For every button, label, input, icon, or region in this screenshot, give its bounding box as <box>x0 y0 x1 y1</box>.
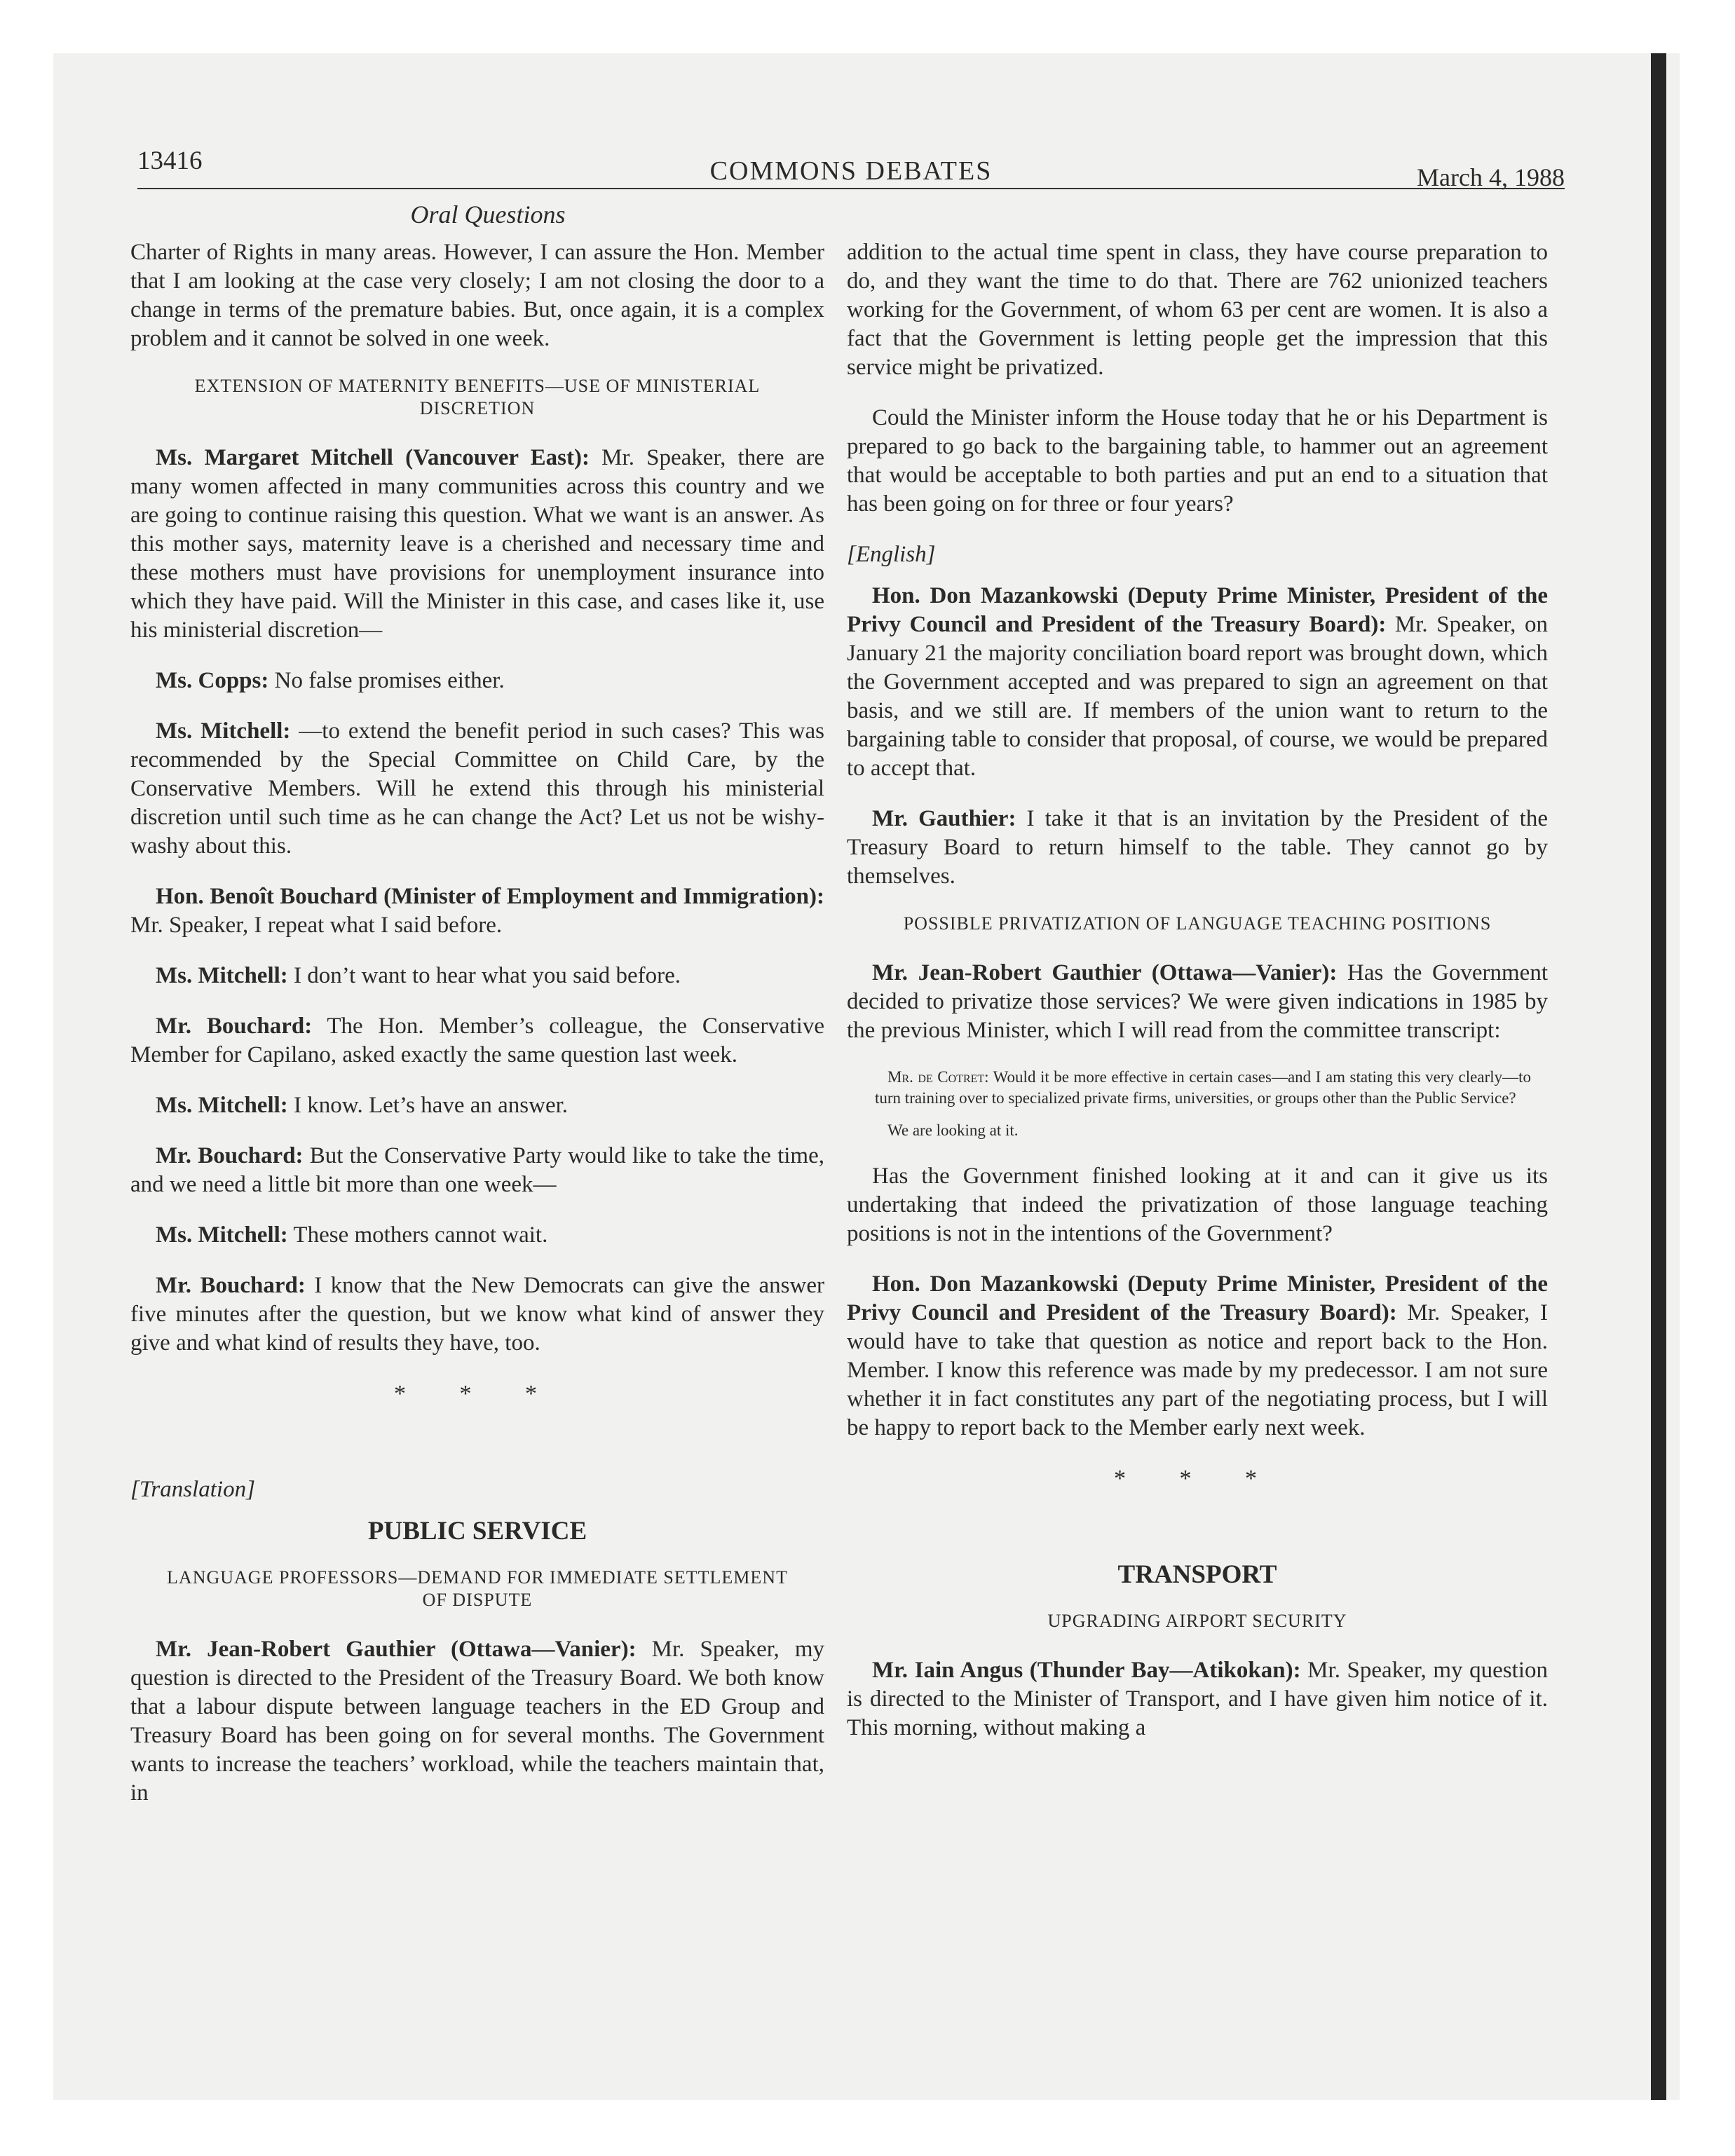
section-heading: PUBLIC SERVICE <box>367 1517 587 1546</box>
quote-text: Would it be more effective in certain cases—and I am stating this very clearly—to turn training over to specialized private firms, universities, or groups other than the Public Service? <box>875 1068 1532 1107</box>
paragraph <box>847 805 1548 891</box>
section-separator: * * * <box>1114 1466 1281 1492</box>
speech: Mr. Speaker, my question is directed to the Minister of Transport, and I have given him notice of it. This morning, without making a <box>847 1658 1548 1740</box>
header-rule <box>137 188 1565 189</box>
speaker: Hon. Don Mazankowski (Deputy Prime Minister, President of the Privy Council and President of the Treasury Board): <box>847 1271 1548 1325</box>
speech: Mr. Speaker, on January 21 the majority conciliation board report was brought down, which the Government accepted and was prepared to sign an agreement on that basis, and we still are. If members of the union want to return to the bargaining table to consider that proposal, of course, we would be prepared to accept that. <box>847 612 1548 781</box>
paragraph <box>130 1142 824 1199</box>
speech: No false promises either. <box>268 668 505 693</box>
paragraph <box>130 1091 824 1120</box>
paragraph <box>130 962 824 990</box>
paragraph <box>130 444 824 645</box>
page-header <box>137 146 1565 191</box>
paragraph: Has the Government finished looking at it and can it give us its undertaking that indeed the privatization of those language teaching positions is not in the intentions of the Government? <box>847 1164 1548 1246</box>
speech: Mr. Speaker, I repeat what I said before. <box>130 913 503 938</box>
language-tag: [English] <box>847 542 936 567</box>
paragraph <box>847 959 1548 1045</box>
paragraph <box>130 1221 824 1250</box>
paragraph <box>130 667 824 695</box>
speaker: Hon. Don Mazankowski (Deputy Prime Minister, President of the Privy Council and President of the Treasury Board): <box>847 583 1548 637</box>
paragraph <box>847 1656 1548 1742</box>
language-tag: [Translation] <box>130 1477 255 1502</box>
speech: Mr. Speaker, there are many women affected in many communities across this country and we are going to continue raising this question. What we want is an answer. As this mother says, maternity leave is a cherished and necessary time and these mothers must have provisions for unemployment insurance into which they have paid. Will the Minister in this case, and cases like it, use his ministerial discretion— <box>130 445 824 643</box>
section-label: Oral Questions <box>410 200 566 228</box>
speaker: Mr. Jean-Robert Gauthier (Ottawa—Vanier): <box>156 1637 637 1662</box>
paragraph <box>130 882 824 940</box>
speaker: Mr. Iain Angus (Thunder Bay—Atikokan): <box>872 1658 1301 1683</box>
speaker: Mr. Bouchard: <box>156 1014 313 1039</box>
paragraph <box>130 1635 824 1808</box>
quoted-transcript: We are looking at it. <box>887 1121 1019 1139</box>
paragraph <box>130 1271 824 1358</box>
speech: I know that the New Democrats can give the answer five minutes after the question, but we know what kind of answer they give and what kind of results they have, too. <box>130 1273 824 1356</box>
speaker: Ms. Mitchell: <box>156 1093 288 1118</box>
speech: But the Conservative Party would like to take the time, and we need a little bit more than one week— <box>130 1143 824 1197</box>
subheading: POSSIBLE PRIVATIZATION OF LANGUAGE TEACHING POSITIONS <box>903 913 1492 934</box>
paragraph <box>847 1270 1548 1442</box>
publication-title: COMMONS DEBATES <box>709 156 993 186</box>
speaker: Hon. Benoît Bouchard (Minister of Employment and Immigration): <box>156 884 824 909</box>
speech: I don’t want to hear what you said before. <box>287 963 681 988</box>
subheading: UPGRADING AIRPORT SECURITY <box>1047 1611 1347 1631</box>
speech: I know. Let’s have an answer. <box>287 1093 569 1118</box>
speaker: Mr. Bouchard: <box>156 1273 306 1298</box>
quoted-transcript <box>875 1067 1531 1109</box>
speech: Mr. Speaker, my question is directed to the President of the Treasury Board. We both know that a labour dispute between language teachers in the ED Group and Treasury Board has been going on for several months. The Government wants to increase the teachers’ workload, while the teachers maintain that, in <box>130 1637 824 1806</box>
scan-edge-bar <box>1651 53 1666 2100</box>
speech: These mothers cannot wait. <box>287 1222 548 1248</box>
speech: —to extend the benefit period in such cases? This was recommended by the Special Committee on Child Care, by the Conservative Members. Will he extend this through his ministerial discretion until such time as he can change the Act? Let us not be wishy-washy about this. <box>130 718 824 859</box>
page-date: March 4, 1988 <box>1417 163 1565 191</box>
speech: Mr. Speaker, I would have to take that question as notice and report back to the Hon. Member. I know this reference was made by my predecessor. I am not sure whether it in fact constitutes any part of the negotiating process, but I will be happy to report back to the Member early next week. <box>847 1300 1548 1440</box>
paragraph <box>847 582 1548 783</box>
quote-speaker: Mr. de Cotret: <box>887 1068 989 1086</box>
speaker: Ms. Mitchell: <box>156 1222 288 1248</box>
speaker: Ms. Margaret Mitchell (Vancouver East): <box>156 445 590 470</box>
speaker: Mr. Jean-Robert Gauthier (Ottawa—Vanier): <box>872 960 1338 985</box>
subheading: EXTENSION OF MATERNITY BENEFITS—USE OF MINISTERIAL DISCRETION <box>194 376 761 418</box>
speaker: Ms. Copps: <box>156 668 269 693</box>
speaker: Ms. Mitchell: <box>156 963 288 988</box>
speech: Has the Government decided to privatize those services? We were given indications in 1985 by the previous Minister, which I will read from the committee transcript: <box>847 960 1549 1043</box>
left-column <box>130 238 824 1829</box>
paragraph: Charter of Rights in many areas. However, I can assure the Hon. Member that I am looking at the case very closely; I am not closing the door to a change in terms of the premature babies. But, once again, it is a complex problem and it cannot be solved in one week. <box>130 240 824 351</box>
paragraph: Could the Minister inform the House today that he or his Department is prepared to go back to the bargaining table, to hammer out an agreement that would be acceptable to both parties and put an end to a situation that has been going on for three or four years? <box>847 405 1548 517</box>
speech: I take it that is an invitation by the President of the Treasury Board to return himself to the table. They cannot go by themselves. <box>847 806 1548 889</box>
section-heading: TRANSPORT <box>1117 1560 1277 1589</box>
speaker: Mr. Bouchard: <box>156 1143 304 1168</box>
paragraph: addition to the actual time spent in class, they have course preparation to do, and they want the time to do that. There are 762 unionized teachers working for the Government, of whom 63 per cent are women. It is also a fact that the Government is letting people get the impression that this service might be privatized. <box>847 240 1548 380</box>
paragraph <box>130 1012 824 1070</box>
speaker: Mr. Gauthier: <box>872 806 1016 831</box>
speech: The Hon. Member’s colleague, the Conservative Member for Capilano, asked exactly the same question last week. <box>130 1014 824 1067</box>
subheading: LANGUAGE PROFESSORS—DEMAND FOR IMMEDIATE SETTLEMENT OF DISPUTE <box>167 1567 788 1610</box>
page-number: 13416 <box>137 146 203 175</box>
right-column <box>847 238 1548 1764</box>
speaker: Ms. Mitchell: <box>156 718 291 744</box>
paragraph <box>130 717 824 861</box>
section-separator: * * * <box>394 1381 561 1407</box>
